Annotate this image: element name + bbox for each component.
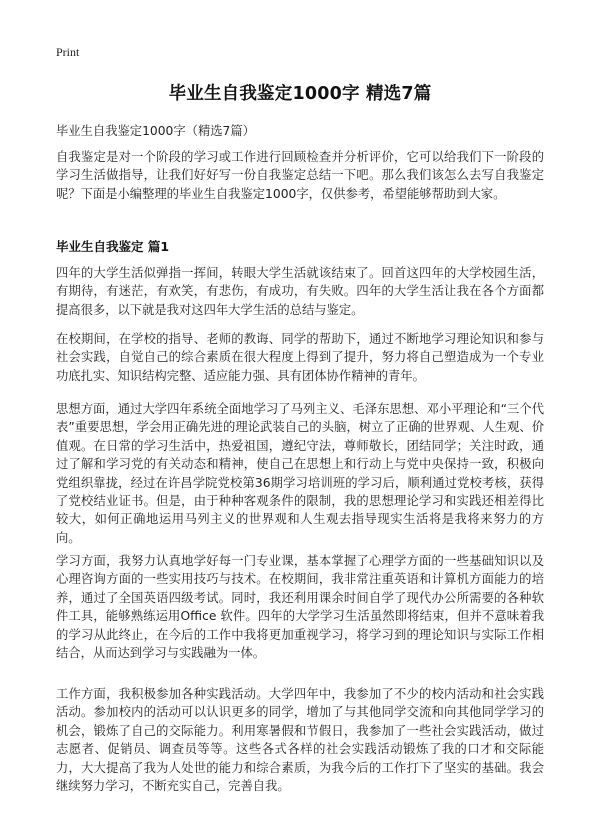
document-subtitle: 毕业生自我鉴定1000字（精选7篇） — [56, 124, 255, 138]
intro-paragraph: 自我鉴定是对一个阶段的学习或工作进行回顾检查并分析评价，它可以给我们下一阶段的学习生活做指导，让我们好好写一份自我鉴定总结一下吧。那么我们该怎么去写自我鉴定呢？下面是小编整理的毕业生自我鉴定1000字，仅供参考，希望能够帮助到大家。 — [56, 150, 544, 201]
print-link[interactable]: Print — [56, 45, 80, 59]
document-title: 毕业生自我鉴定1000字 精选7篇 — [168, 84, 432, 104]
body-paragraph: 在校期间，在学校的指导、老师的教诲、同学的帮助下，通过不断地学习理论知识和参与社会实践，自觉自己的综合素质在很大程度上得到了提升，努力将自己塑造成为一个专业功底扎实、知识结构完整、适应能力强、具有团体协作精神的青年。 — [56, 332, 544, 383]
body-paragraph: 学习方面，我努力认真地学好每一门专业课，基本掌握了心理学方面的一些基础知识以及心理咨询方面的一些实用技巧与技术。在校期间，我非常注重英语和计算机方面能力的培养，通过了全国英语四级考试。同时，我还利用课余时间自学了现代办公所需要的各种软件工具，能够熟练运用Office 软件。四年的大学学习生活虽然即将结束，但并不意味着我的学习从此终止，在今后的工作中我将更加重视学习，将学习到的理论知识与实际工作相结合，从而达到学习与实践融为一体。 — [56, 554, 544, 661]
body-paragraph: 工作方面，我积极参加各种实践活动。大学四年中，我参加了不少的校内活动和社会实践活动。参加校内的活动可以认识更多的同学，增加了与其他同学交流和向其他同学学习的机会，锻炼了自己的交际能力。利用寒暑假和节假日，我参加了一些社会实践活动，做过志愿者、促销员、调查员等等。这些各式各样的社会实践活动锻炼了我的口才和交际能力，大大提高了我为人处世的能力和综合素质，为我今后的工作打下了坚实的基础。我会继续努力学习，不断充实自己，完善自我。 — [56, 687, 544, 794]
body-paragraph: 思想方面，通过大学四年系统全面地学习了马列主义、毛泽东思想、邓小平理论和“三个代表”重要思想，学会用正确先进的理论武装自己的头脑，树立了正确的世界观、人生观、价值观。在日常的学习生活中，热爱祖国，遵纪守法，尊师敬长，团结同学；关注时政，通过了解和学习党的有关动态和精神，使自己在思想上和行动上与党中央保持一致，积极向党组织靠拢，经过在许昌学院党校第36期学习培训班的学习后，顺利通过党校考核，获得了党校结业证书。但是，由于种种客观条件的限制，我的思想理论学习和实践还相差得比较大，如何正确地运用马列主义的世界观和人生观去指导现实生活将是我将来努力的方向。 — [56, 402, 544, 545]
body-paragraph: 四年的大学生活似弹指一挥间，转眼大学生活就该结束了。回首这四年的大学校园生活，有期待，有迷茫，有欢笑，有悲伤，有成功，有失败。四年的大学生活让我在各个方面都提高很多，以下就是我对这四年大学生活的总结与鉴定。 — [56, 266, 544, 317]
section-heading: 毕业生自我鉴定 篇1 — [56, 239, 170, 254]
